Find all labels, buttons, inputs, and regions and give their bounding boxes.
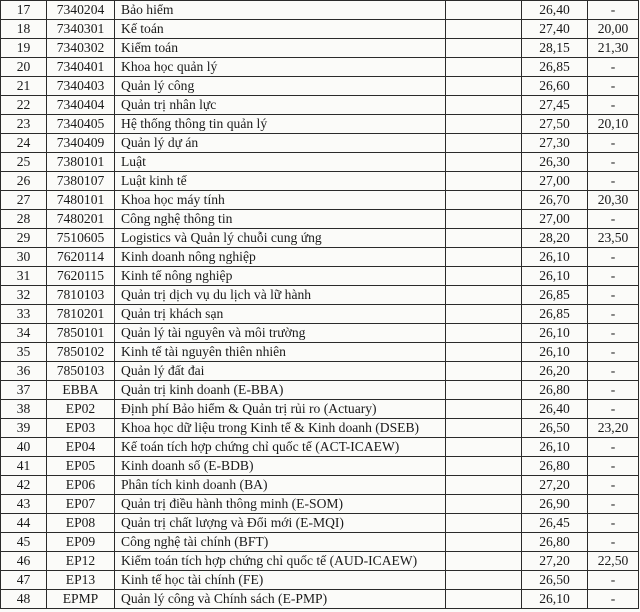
major-code-cell: EP02 bbox=[47, 400, 115, 419]
table-row bbox=[1, 571, 639, 590]
secondary-score-cell: - bbox=[588, 153, 639, 172]
major-name-cell: Quản lý dự án bbox=[115, 134, 446, 153]
major-name-cell: Kế toán tích hợp chứng chỉ quốc tế (ACT-ICAEW) bbox=[115, 438, 446, 457]
row-number-cell: 24 bbox=[1, 134, 47, 153]
row-number-cell: 31 bbox=[1, 267, 47, 286]
major-code-cell: 7620115 bbox=[47, 267, 115, 286]
table-row bbox=[1, 381, 639, 400]
row-number-cell: 32 bbox=[1, 286, 47, 305]
row-number-cell: 27 bbox=[1, 191, 47, 210]
secondary-score-cell: - bbox=[588, 305, 639, 324]
secondary-score-cell: - bbox=[588, 77, 639, 96]
empty-cell bbox=[446, 172, 522, 191]
row-number-cell: 39 bbox=[1, 419, 47, 438]
empty-cell bbox=[446, 571, 522, 590]
table-row bbox=[1, 134, 639, 153]
empty-cell bbox=[446, 381, 522, 400]
major-code-cell: EP07 bbox=[47, 495, 115, 514]
table-row bbox=[1, 58, 639, 77]
score-cell: 26,50 bbox=[522, 419, 588, 438]
major-name-cell: Quản lý công và Chính sách (E-PMP) bbox=[115, 590, 446, 609]
major-name-cell: Bảo hiểm bbox=[115, 1, 446, 20]
secondary-score-cell: 23,50 bbox=[588, 229, 639, 248]
row-number-cell: 40 bbox=[1, 438, 47, 457]
major-name-cell: Quản trị kinh doanh (E-BBA) bbox=[115, 381, 446, 400]
major-name-cell: Quản lý đất đai bbox=[115, 362, 446, 381]
major-code-cell: EBBA bbox=[47, 381, 115, 400]
major-name-cell: Kinh tế tài nguyên thiên nhiên bbox=[115, 343, 446, 362]
secondary-score-cell: 22,50 bbox=[588, 552, 639, 571]
major-code-cell: EP09 bbox=[47, 533, 115, 552]
major-code-cell: EP04 bbox=[47, 438, 115, 457]
table-row bbox=[1, 457, 639, 476]
major-name-cell: Logistics và Quản lý chuỗi cung ứng bbox=[115, 229, 446, 248]
row-number-cell: 26 bbox=[1, 172, 47, 191]
secondary-score-cell: 23,20 bbox=[588, 419, 639, 438]
major-code-cell: 7480101 bbox=[47, 191, 115, 210]
row-number-cell: 47 bbox=[1, 571, 47, 590]
score-cell: 27,00 bbox=[522, 172, 588, 191]
score-cell: 26,45 bbox=[522, 514, 588, 533]
row-number-cell: 37 bbox=[1, 381, 47, 400]
score-cell: 26,40 bbox=[522, 400, 588, 419]
table-row bbox=[1, 286, 639, 305]
secondary-score-cell: - bbox=[588, 495, 639, 514]
row-number-cell: 20 bbox=[1, 58, 47, 77]
empty-cell bbox=[446, 305, 522, 324]
major-name-cell: Khoa học máy tính bbox=[115, 191, 446, 210]
empty-cell bbox=[446, 153, 522, 172]
major-code-cell: 7850102 bbox=[47, 343, 115, 362]
major-name-cell: Khoa học quản lý bbox=[115, 58, 446, 77]
table-row bbox=[1, 495, 639, 514]
row-number-cell: 48 bbox=[1, 590, 47, 609]
table-row bbox=[1, 248, 639, 267]
empty-cell bbox=[446, 362, 522, 381]
score-cell: 26,30 bbox=[522, 153, 588, 172]
major-name-cell: Luật kinh tế bbox=[115, 172, 446, 191]
empty-cell bbox=[446, 324, 522, 343]
secondary-score-cell: - bbox=[588, 533, 639, 552]
major-code-cell: 7620114 bbox=[47, 248, 115, 267]
empty-cell bbox=[446, 115, 522, 134]
major-code-cell: EPMP bbox=[47, 590, 115, 609]
major-name-cell: Kinh tế học tài chính (FE) bbox=[115, 571, 446, 590]
secondary-score-cell: - bbox=[588, 381, 639, 400]
empty-cell bbox=[446, 514, 522, 533]
table-row bbox=[1, 419, 639, 438]
major-name-cell: Kinh doanh số (E-BDB) bbox=[115, 457, 446, 476]
table-row bbox=[1, 533, 639, 552]
major-name-cell: Quản lý tài nguyên và môi trường bbox=[115, 324, 446, 343]
table-row bbox=[1, 324, 639, 343]
major-name-cell: Luật bbox=[115, 153, 446, 172]
major-code-cell: 7480201 bbox=[47, 210, 115, 229]
table-row bbox=[1, 77, 639, 96]
row-number-cell: 22 bbox=[1, 96, 47, 115]
secondary-score-cell: - bbox=[588, 58, 639, 77]
score-cell: 26,40 bbox=[522, 1, 588, 20]
table-row bbox=[1, 476, 639, 495]
empty-cell bbox=[446, 191, 522, 210]
major-code-cell: 7850101 bbox=[47, 324, 115, 343]
row-number-cell: 23 bbox=[1, 115, 47, 134]
table-row bbox=[1, 210, 639, 229]
score-cell: 26,60 bbox=[522, 77, 588, 96]
empty-cell bbox=[446, 77, 522, 96]
major-code-cell: 7850103 bbox=[47, 362, 115, 381]
empty-cell bbox=[446, 343, 522, 362]
major-code-cell: EP06 bbox=[47, 476, 115, 495]
major-name-cell: Quản lý công bbox=[115, 77, 446, 96]
table-row bbox=[1, 267, 639, 286]
score-cell: 27,30 bbox=[522, 134, 588, 153]
table-row bbox=[1, 590, 639, 609]
secondary-score-cell: - bbox=[588, 210, 639, 229]
row-number-cell: 21 bbox=[1, 77, 47, 96]
row-number-cell: 43 bbox=[1, 495, 47, 514]
table-row bbox=[1, 172, 639, 191]
secondary-score-cell: - bbox=[588, 476, 639, 495]
empty-cell bbox=[446, 590, 522, 609]
major-name-cell: Quản trị điều hành thông minh (E-SOM) bbox=[115, 495, 446, 514]
major-name-cell: Quản trị nhân lực bbox=[115, 96, 446, 115]
table-row bbox=[1, 20, 639, 39]
major-name-cell: Công nghệ tài chính (BFT) bbox=[115, 533, 446, 552]
secondary-score-cell: - bbox=[588, 134, 639, 153]
major-code-cell: EP13 bbox=[47, 571, 115, 590]
secondary-score-cell: - bbox=[588, 172, 639, 191]
table-row bbox=[1, 39, 639, 58]
empty-cell bbox=[446, 229, 522, 248]
empty-cell bbox=[446, 1, 522, 20]
secondary-score-cell: - bbox=[588, 400, 639, 419]
secondary-score-cell: - bbox=[588, 1, 639, 20]
empty-cell bbox=[446, 419, 522, 438]
major-code-cell: 7340404 bbox=[47, 96, 115, 115]
row-number-cell: 25 bbox=[1, 153, 47, 172]
major-code-cell: 7510605 bbox=[47, 229, 115, 248]
secondary-score-cell: - bbox=[588, 324, 639, 343]
row-number-cell: 17 bbox=[1, 1, 47, 20]
score-cell: 26,10 bbox=[522, 248, 588, 267]
empty-cell bbox=[446, 400, 522, 419]
empty-cell bbox=[446, 20, 522, 39]
major-code-cell: 7340405 bbox=[47, 115, 115, 134]
score-cell: 26,85 bbox=[522, 286, 588, 305]
major-code-cell: EP12 bbox=[47, 552, 115, 571]
score-cell: 26,90 bbox=[522, 495, 588, 514]
table-row bbox=[1, 191, 639, 210]
empty-cell bbox=[446, 267, 522, 286]
empty-cell bbox=[446, 58, 522, 77]
major-name-cell: Quản trị dịch vụ du lịch và lữ hành bbox=[115, 286, 446, 305]
major-name-cell: Công nghệ thông tin bbox=[115, 210, 446, 229]
secondary-score-cell: - bbox=[588, 457, 639, 476]
table-row bbox=[1, 438, 639, 457]
empty-cell bbox=[446, 96, 522, 115]
row-number-cell: 34 bbox=[1, 324, 47, 343]
score-cell: 28,20 bbox=[522, 229, 588, 248]
score-cell: 26,10 bbox=[522, 267, 588, 286]
table-row bbox=[1, 96, 639, 115]
empty-cell bbox=[446, 533, 522, 552]
major-name-cell: Khoa học dữ liệu trong Kinh tế & Kinh doanh (DSEB) bbox=[115, 419, 446, 438]
row-number-cell: 44 bbox=[1, 514, 47, 533]
secondary-score-cell: 20,10 bbox=[588, 115, 639, 134]
empty-cell bbox=[446, 39, 522, 58]
table-body bbox=[1, 1, 639, 609]
score-cell: 27,45 bbox=[522, 96, 588, 115]
secondary-score-cell: 21,30 bbox=[588, 39, 639, 58]
major-name-cell: Quản trị chất lượng và Đổi mới (E-MQI) bbox=[115, 514, 446, 533]
major-name-cell: Quản trị khách sạn bbox=[115, 305, 446, 324]
score-cell: 27,00 bbox=[522, 210, 588, 229]
secondary-score-cell: - bbox=[588, 248, 639, 267]
major-code-cell: 7340302 bbox=[47, 39, 115, 58]
empty-cell bbox=[446, 210, 522, 229]
score-cell: 26,10 bbox=[522, 343, 588, 362]
score-cell: 26,85 bbox=[522, 305, 588, 324]
major-name-cell: Hệ thống thông tin quản lý bbox=[115, 115, 446, 134]
secondary-score-cell: - bbox=[588, 590, 639, 609]
row-number-cell: 38 bbox=[1, 400, 47, 419]
score-cell: 26,10 bbox=[522, 590, 588, 609]
secondary-score-cell: 20,30 bbox=[588, 191, 639, 210]
major-code-cell: 7340403 bbox=[47, 77, 115, 96]
major-name-cell: Kế toán bbox=[115, 20, 446, 39]
table-row bbox=[1, 514, 639, 533]
row-number-cell: 46 bbox=[1, 552, 47, 571]
score-cell: 27,50 bbox=[522, 115, 588, 134]
score-cell: 28,15 bbox=[522, 39, 588, 58]
empty-cell bbox=[446, 457, 522, 476]
major-name-cell: Kiểm toán bbox=[115, 39, 446, 58]
score-cell: 26,70 bbox=[522, 191, 588, 210]
secondary-score-cell: 20,00 bbox=[588, 20, 639, 39]
major-code-cell: 7810201 bbox=[47, 305, 115, 324]
score-cell: 27,40 bbox=[522, 20, 588, 39]
major-name-cell: Kinh doanh nông nghiệp bbox=[115, 248, 446, 267]
score-cell: 27,20 bbox=[522, 476, 588, 495]
row-number-cell: 28 bbox=[1, 210, 47, 229]
score-cell: 26,80 bbox=[522, 457, 588, 476]
row-number-cell: 19 bbox=[1, 39, 47, 58]
table-row bbox=[1, 362, 639, 381]
secondary-score-cell: - bbox=[588, 286, 639, 305]
empty-cell bbox=[446, 476, 522, 495]
score-cell: 27,20 bbox=[522, 552, 588, 571]
empty-cell bbox=[446, 248, 522, 267]
table-row bbox=[1, 1, 639, 20]
major-code-cell: 7380101 bbox=[47, 153, 115, 172]
empty-cell bbox=[446, 134, 522, 153]
empty-cell bbox=[446, 438, 522, 457]
score-cell: 26,50 bbox=[522, 571, 588, 590]
score-cell: 26,80 bbox=[522, 381, 588, 400]
empty-cell bbox=[446, 286, 522, 305]
major-code-cell: 7340204 bbox=[47, 1, 115, 20]
table-row bbox=[1, 552, 639, 571]
table-row bbox=[1, 400, 639, 419]
table-row bbox=[1, 153, 639, 172]
secondary-score-cell: - bbox=[588, 362, 639, 381]
score-cell: 26,80 bbox=[522, 533, 588, 552]
major-code-cell: 7340401 bbox=[47, 58, 115, 77]
major-code-cell: 7810103 bbox=[47, 286, 115, 305]
major-code-cell: 7340301 bbox=[47, 20, 115, 39]
row-number-cell: 35 bbox=[1, 343, 47, 362]
empty-cell bbox=[446, 552, 522, 571]
major-code-cell: EP08 bbox=[47, 514, 115, 533]
row-number-cell: 30 bbox=[1, 248, 47, 267]
score-cell: 26,10 bbox=[522, 438, 588, 457]
major-code-cell: 7340409 bbox=[47, 134, 115, 153]
row-number-cell: 29 bbox=[1, 229, 47, 248]
table-row bbox=[1, 115, 639, 134]
table-row bbox=[1, 305, 639, 324]
row-number-cell: 45 bbox=[1, 533, 47, 552]
major-name-cell: Kinh tế nông nghiệp bbox=[115, 267, 446, 286]
row-number-cell: 18 bbox=[1, 20, 47, 39]
row-number-cell: 36 bbox=[1, 362, 47, 381]
row-number-cell: 41 bbox=[1, 457, 47, 476]
score-cell: 26,85 bbox=[522, 58, 588, 77]
major-code-cell: 7380107 bbox=[47, 172, 115, 191]
score-cell: 26,20 bbox=[522, 362, 588, 381]
major-code-cell: EP05 bbox=[47, 457, 115, 476]
major-name-cell: Phân tích kinh doanh (BA) bbox=[115, 476, 446, 495]
row-number-cell: 42 bbox=[1, 476, 47, 495]
major-code-cell: EP03 bbox=[47, 419, 115, 438]
score-cell: 26,10 bbox=[522, 324, 588, 343]
secondary-score-cell: - bbox=[588, 514, 639, 533]
secondary-score-cell: - bbox=[588, 571, 639, 590]
table-row bbox=[1, 343, 639, 362]
secondary-score-cell: - bbox=[588, 96, 639, 115]
row-number-cell: 33 bbox=[1, 305, 47, 324]
empty-cell bbox=[446, 495, 522, 514]
secondary-score-cell: - bbox=[588, 343, 639, 362]
secondary-score-cell: - bbox=[588, 267, 639, 286]
major-name-cell: Định phí Bảo hiểm & Quản trị rủi ro (Actuary) bbox=[115, 400, 446, 419]
secondary-score-cell: - bbox=[588, 438, 639, 457]
table-row bbox=[1, 229, 639, 248]
major-name-cell: Kiểm toán tích hợp chứng chỉ quốc tế (AUD-ICAEW) bbox=[115, 552, 446, 571]
